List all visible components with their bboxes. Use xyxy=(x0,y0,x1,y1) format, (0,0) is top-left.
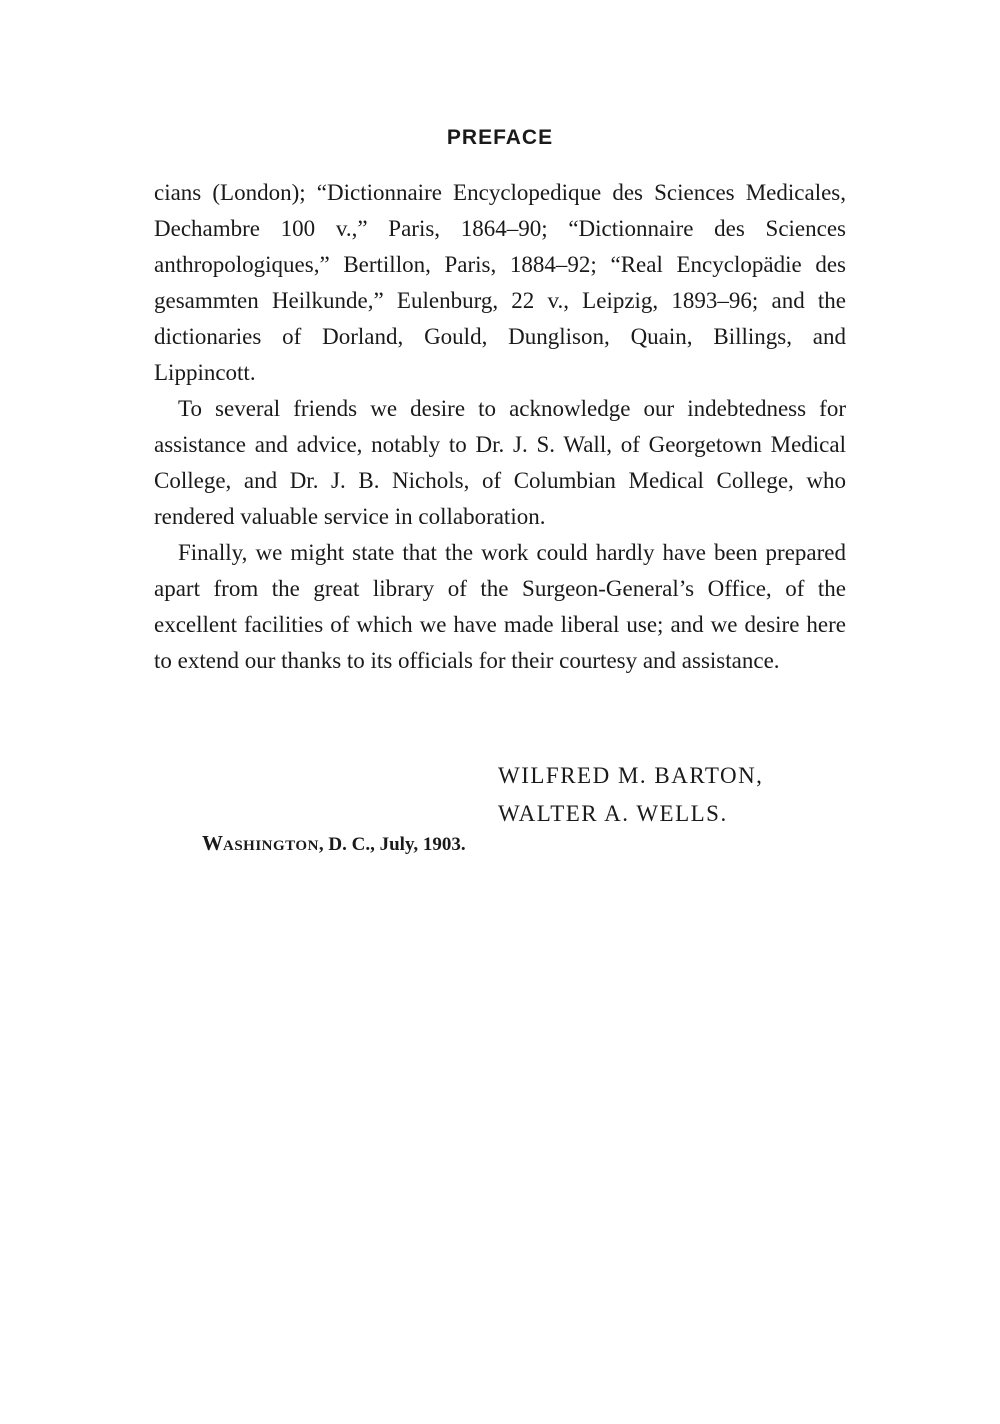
running-head: PREFACE xyxy=(446,126,554,149)
dateline-place-rest: ASHINGTON xyxy=(223,838,319,854)
paragraph-acknowledgements: To several friends we desire to acknowledge our indebtedness for assistance and advice, notably to Dr. J. S. Wall, of Georgetown Medical College, and Dr. J. B. Nichols, of Columbian Medical College, who rendered valuable service in collaboration. xyxy=(154,396,846,529)
paragraph-continuation: cians (London); “Dictionnaire Encyclopedique des Sciences Medicales, Dechambre 100 v.,” Paris, 1864–90; “Dictionnaire des Sciences anthropologiques,” Bertillon, Paris, 1884–92; “Real Encyclopädie des gesammten Heilkunde,” Eulenburg, 22 v., Leipzig, 1893–96; and the dictionaries of Dorland, Gould, Dunglison, Quain, Billings, and Lippincott. xyxy=(154,180,846,385)
dateline-date: , D. C., July, 1903. xyxy=(318,834,466,855)
preface-body xyxy=(154,175,846,679)
signature-block xyxy=(498,757,763,832)
signature-barton: WILFRED M. BARTON, xyxy=(498,763,764,788)
dateline xyxy=(202,831,466,856)
signature-wells: WALTER A. WELLS. xyxy=(498,801,728,826)
paragraph-closing: Finally, we might state that the work could hardly have been prepared apart from the great library of the Surgeon-General’s Office, of the excellent facilities of which we have made liberal use; and we desire here to extend our thanks to its officials for their courtesy and assistance. xyxy=(154,540,846,673)
dateline-place-initial: W xyxy=(202,831,223,855)
